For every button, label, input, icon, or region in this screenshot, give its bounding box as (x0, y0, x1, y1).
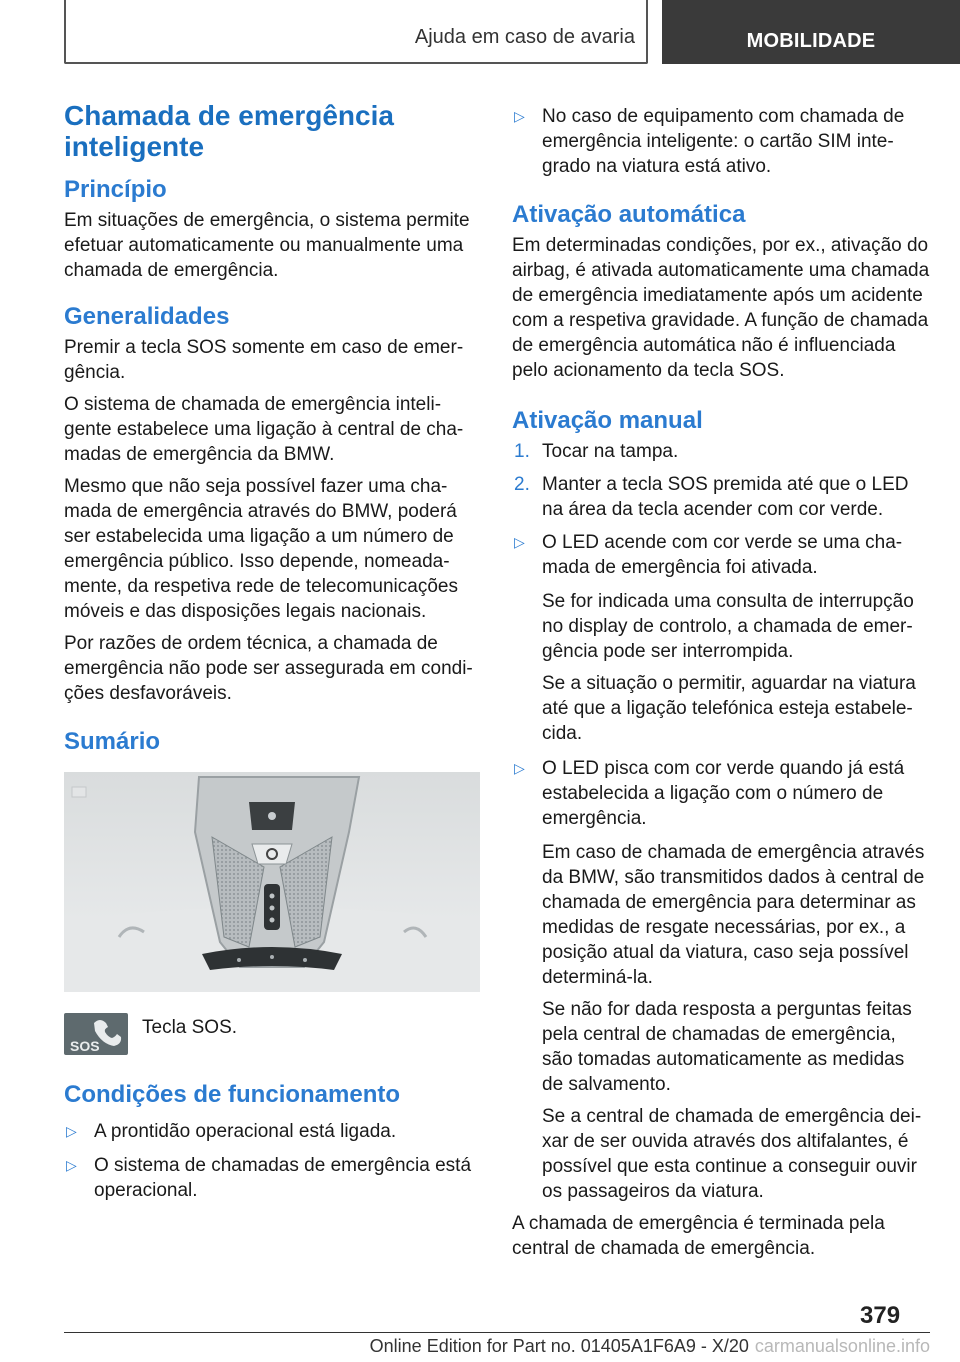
triangle-bullet-icon: ▷ (514, 108, 525, 124)
heading-ativacao-manual: Ativação manual (512, 407, 703, 434)
left-column (64, 100, 482, 1212)
triangle-bullet-icon: ▷ (514, 760, 525, 776)
triangle-bullet-icon: ▷ (66, 1123, 77, 1139)
step-item: 2. Manter a tecla SOS premida até que o LED na área da tecla acender com cor verde. (514, 474, 909, 520)
generalidades-para: Premir a tecla SOS somente em caso de emer‐gência. (64, 337, 464, 383)
footer-edition: Online Edition for Part no. 01405A1F6A9 - X/20 carmanualsonline.info (369, 1336, 930, 1356)
list-item: ▷ No caso de equipamento com chamada de emergência inteligente: o cartão SIM inte‐grado na viatura está ativo. (514, 106, 905, 177)
sos-key-row (64, 1013, 482, 1055)
generalidades-para: O sistema de chamada de emergência inteli‐gente estabelece uma ligação à central de cha‐madas de emergência da BMW. (64, 394, 464, 465)
bullet-detail: Se a central de chamada de emergência dei‐xar de ser ouvida através dos altifalantes, é possível que esta continue a conseguir ouvir os passageiros da viatura. (542, 1106, 922, 1202)
principio-text: Em situações de emergência, o sistema permite efetuar automaticamente ou manualmente uma chamada de emergência. (64, 210, 470, 281)
list-item: ▷ O sistema de chamadas de emergência está operacional. (66, 1155, 472, 1201)
footer-divider (64, 1332, 930, 1333)
heading-sumario: Sumário (64, 728, 161, 755)
section-title: Ajuda em caso de avaria (414, 26, 635, 48)
bullet-detail: Se a situação o permitir, aguardar na viatura até que a ligação telefónica esteja estabele‐cida. (542, 673, 916, 744)
list-item: ▷ O LED acende com cor verde se uma cha‐mada de emergência foi ativada. (514, 532, 903, 578)
sos-button-icon (64, 1013, 128, 1055)
heading-condicoes: Condições de funcionamento (64, 1081, 401, 1108)
triangle-bullet-icon: ▷ (514, 534, 525, 550)
sos-key-label: Tecla SOS. (142, 1017, 238, 1038)
automatica-text: Em determinadas condições, por ex., ativação do airbag, é ativada automaticamente uma chamada de emergência imediatamente após um acidente com a respetiva gravidade. A função de chamada de emergência automática não é influenciada pelo acionamento da tecla SOS. (512, 235, 930, 381)
heading-generalidades: Generalidades (64, 303, 230, 330)
watermark: carmanualsonline.info (754, 1336, 930, 1356)
triangle-bullet-icon: ▷ (66, 1157, 77, 1173)
heading-principio: Princípio (64, 176, 167, 203)
chapter-tab: MOBILIDADE (662, 0, 960, 64)
bullet-detail: Em caso de chamada de emergência através da BMW, são transmitidos dados à central de chamada de emergência para determinar as medidas de resgate necessárias, por ex., a posição atual da viatura, caso seja possível determiná-la. (542, 842, 925, 988)
closing-text: A chamada de emergência é terminada pela central de chamada de emergência. (512, 1213, 885, 1259)
list-item: ▷ O LED pisca com cor verde quando já está estabelecida a ligação com o número de emergência. (514, 758, 905, 829)
heading-ativacao-automatica: Ativação automática (512, 201, 746, 228)
step-item: 1. Tocar na tampa. (514, 441, 679, 462)
list-item: ▷ A prontidão operacional está ligada. (66, 1121, 397, 1142)
svg-text:SOS: SOS (70, 1038, 100, 1054)
generalidades-para: Por razões de ordem técnica, a chamada de emergência não pode ser assegurada em condi‐ções desfavoráveis. (64, 633, 473, 704)
bullet-detail: Se for indicada uma consulta de interrupção no display de controlo, a chamada de emer‐gência pode ser interrompida. (542, 591, 914, 662)
generalidades-para: Mesmo que não seja possível fazer uma cha‐mada de emergência através do BMW, poderá ser estabelecida uma ligação a um número de emergência público. Isso depende, nomeada‐mente, da respetiva rede de telecomunicações móveis e das disposições legais nacionais. (64, 476, 458, 622)
bullet-detail: Se não for dada resposta a perguntas feitas pela central de chamadas de emergência, são tomadas automaticamente as medidas de salvamento. (542, 999, 912, 1095)
page-number: 379 (860, 1302, 901, 1329)
overhead-console-photo (64, 772, 480, 992)
right-column (512, 104, 930, 1268)
page-title: Chamada de emergência inteligente (64, 100, 394, 162)
